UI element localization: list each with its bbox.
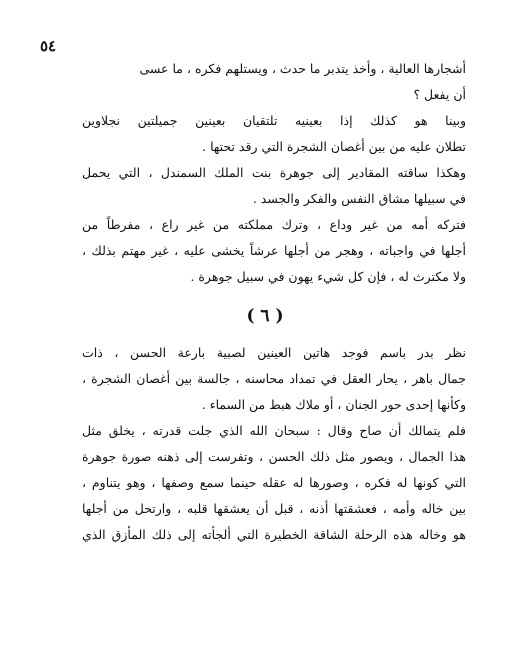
text-line: تطلان عليه من بين أغصان الشجرة التي رقد تحتها . (202, 139, 466, 154)
bottom-text-block (82, 340, 466, 548)
text-line: وهكذا ساقته المقادير إلى جوهرة بنت الملك السمندل ، التي يحمل (82, 165, 466, 180)
top-text-block (82, 56, 466, 290)
text-line: التي كونها له فكره ، وصورها له عقله حينما سمع وصفها ، وهو يتناوم ، (82, 475, 466, 490)
text-line: أشجارها العالية ، وأخذ يتدبر ما حدث ، ويستلهم فكره ، ما عسى (139, 61, 466, 76)
text-line: وبينا هو كذلك إذا بعينيه تلتقيان بعينين جميلتين نجلاوين (82, 113, 466, 128)
text-line: ولا مكترث له ، فإن كل شيء يهون في سبيل جوهرة . (190, 269, 466, 284)
text-line: وكأنها إحدى حور الجنان ، أو ملاك هبط من السماء . (201, 397, 466, 412)
text-line: هو وخاله هذه الرحلة الشاقة الخطيرة التي ألجأته إلى ذلك المأزق الذي (82, 527, 466, 542)
text-line: بين خاله وأمه ، فعشقتها أذنه ، قبل أن يعشقها قلبه ، وارتحل من أجلها (82, 501, 466, 516)
text-line: فلم يتمالك أن صاح وقال : سبحان الله الذي جلت قدرته ، يخلق مثل (82, 423, 466, 438)
text-line: فتركه أمه من غير وداع ، وترك مملكته من غير راع ، مفرطاً من (82, 217, 466, 232)
text-line: هذا الجمال ، ويصور مثل ذلك الحسن ، وتفرست إلى ذهنه صورة جوهرة (82, 449, 466, 464)
text-line: أجلها في واجباته ، وهجر من أجلها عرشاً يخشى عليه ، غير مهتم بذلك ، (82, 243, 466, 258)
page-number: ٥٤ (40, 37, 57, 55)
text-line: في سبيلها مشاق النفس والفكر والجسد . (252, 191, 466, 206)
text-line: أن يفعل ؟ (413, 87, 466, 102)
chapter-heading: ( ٦ ) (246, 306, 284, 326)
text-line: جمال باهر ، يحار العقل في تمداد محاسنه ، جالسة بين أغصان الشجرة ، (82, 371, 466, 386)
text-line: نظر بدر باسم فوجد هاتين العينين لصبية بارعة الحسن ، ذات (82, 345, 466, 360)
